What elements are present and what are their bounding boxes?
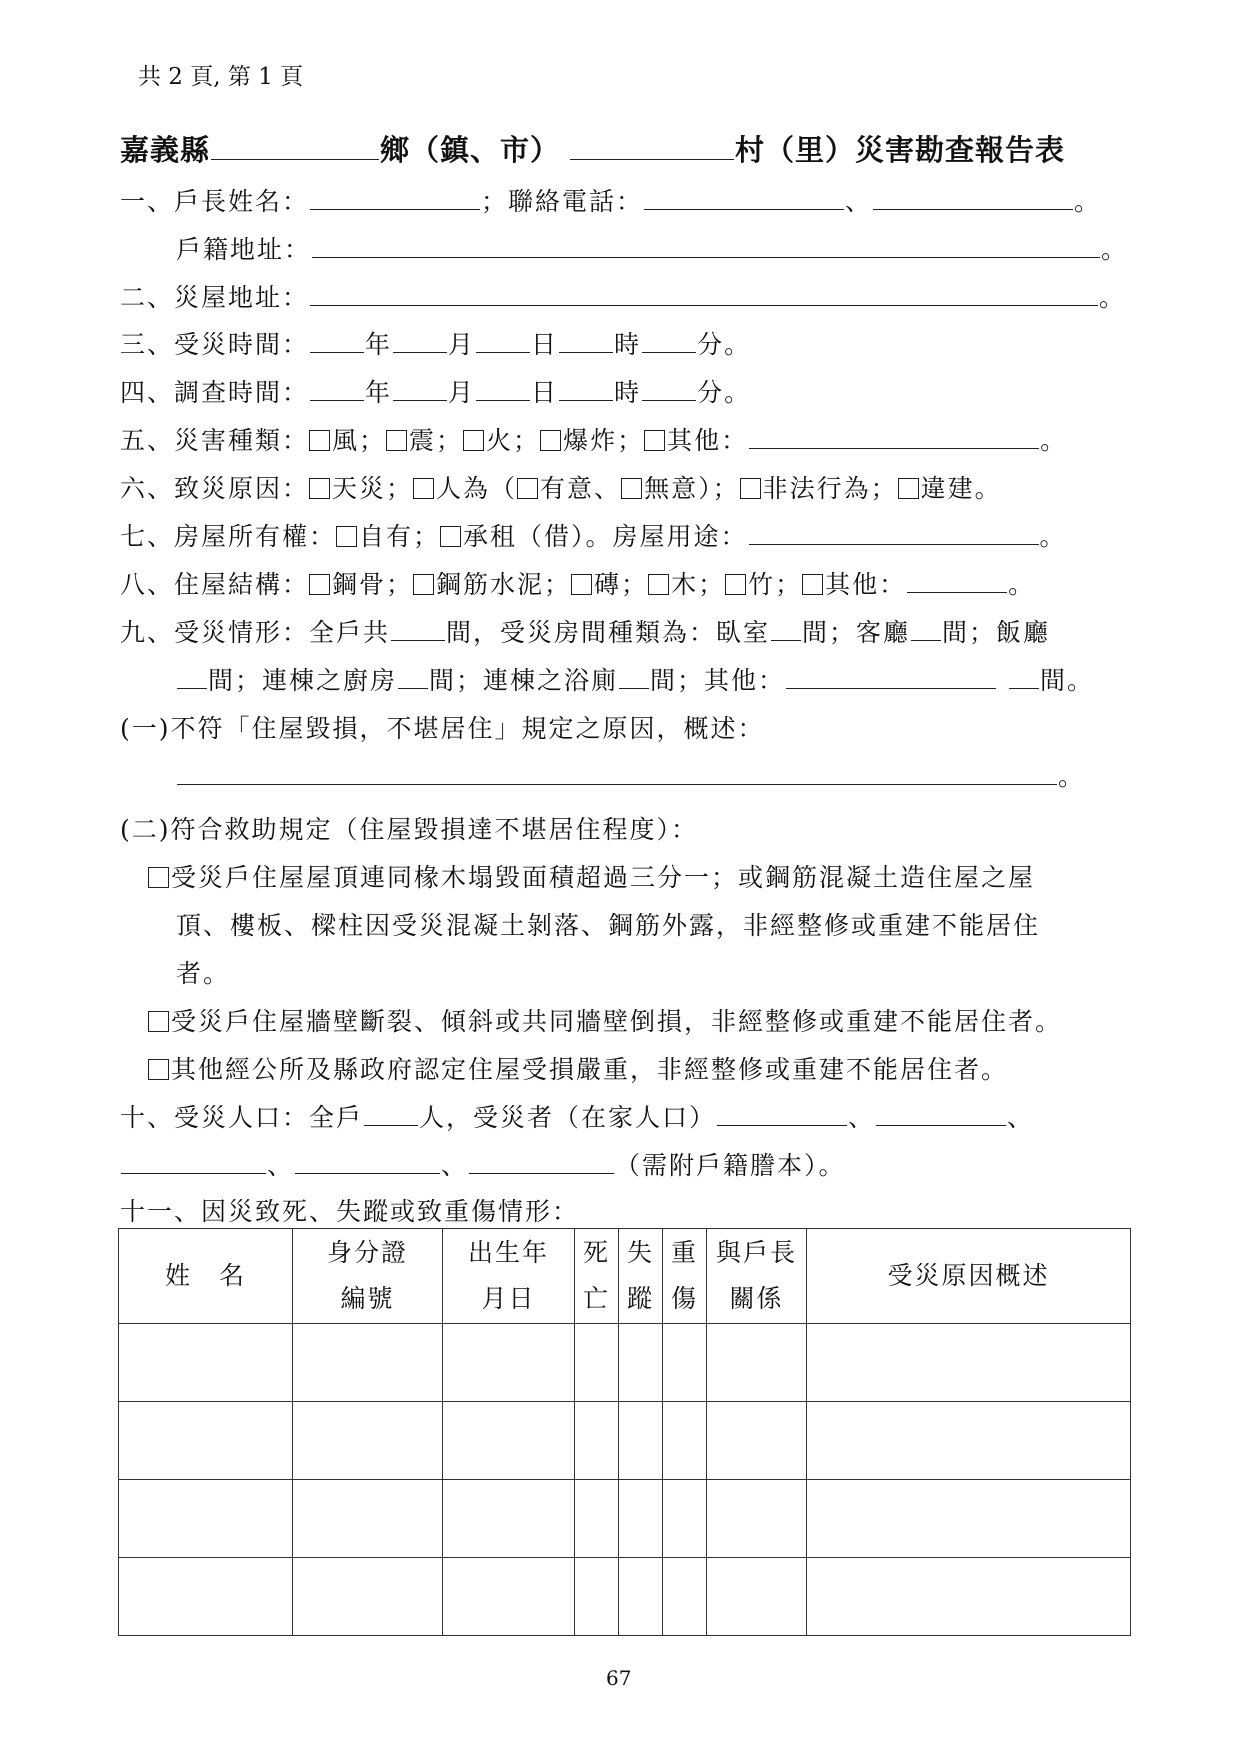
dining-count-field[interactable] <box>177 663 207 689</box>
table-cell[interactable] <box>293 1324 443 1402</box>
owned-checkbox[interactable] <box>336 526 357 547</box>
table-cell[interactable] <box>575 1480 619 1558</box>
explosion-label: 爆炸； <box>563 426 645 455</box>
table-cell[interactable] <box>663 1324 707 1402</box>
criterion1-line2: 頂、樓板、樑柱因受災混凝土剝落、鋼筋外露，非經整修或重建不能居住 <box>176 911 1041 940</box>
illegal-label: 非法行為； <box>762 474 898 503</box>
criterion2-line <box>148 1002 1062 1038</box>
table-cell[interactable] <box>619 1324 663 1402</box>
registered-address-label: 戶籍地址： <box>176 235 312 264</box>
householder-label: 一、戶長姓名： <box>120 187 310 216</box>
other-structure-field[interactable] <box>907 567 1007 593</box>
survey-minute-field[interactable] <box>642 375 696 401</box>
table-cell[interactable] <box>663 1558 707 1636</box>
table-cell[interactable] <box>663 1402 707 1480</box>
item8-line <box>120 565 1035 601</box>
quake-label: 震； <box>409 426 464 455</box>
human-label: 人為（ <box>436 474 518 503</box>
other-unit-text: 間。 <box>1040 666 1095 695</box>
victim-field-3[interactable] <box>121 1148 266 1174</box>
criterion1-checkbox[interactable] <box>148 867 169 888</box>
table-cell[interactable] <box>575 1402 619 1480</box>
village-label: 村（里）災害勘查報告表 <box>735 133 1066 167</box>
table-cell[interactable] <box>119 1480 293 1558</box>
table-cell[interactable] <box>443 1402 575 1480</box>
disaster-hour-field[interactable] <box>559 327 613 353</box>
month-unit: 月 <box>448 378 476 407</box>
steel-checkbox[interactable] <box>309 574 330 595</box>
item7-line <box>120 517 1067 553</box>
township-blank[interactable] <box>211 130 379 160</box>
period: 。 <box>1074 187 1102 216</box>
separator: 、 <box>848 1103 876 1132</box>
criterion3-checkbox[interactable] <box>148 1059 169 1080</box>
header-birthdate: 出生年 月日 <box>443 1229 575 1324</box>
table-cell[interactable] <box>119 1324 293 1402</box>
household-count-field[interactable] <box>364 1100 418 1126</box>
other-structure-label: 其他： <box>825 570 907 599</box>
total-rooms-field[interactable] <box>391 615 445 641</box>
footer-page-number: 67 <box>606 1666 632 1690</box>
item3-line <box>120 325 751 361</box>
table-cell[interactable] <box>663 1480 707 1558</box>
table-cell[interactable] <box>707 1324 807 1402</box>
separator: 、 <box>267 1151 295 1180</box>
natural-checkbox[interactable] <box>309 478 330 499</box>
header-cause-summary: 受災原因概述 <box>807 1229 1131 1324</box>
other-type-field[interactable] <box>749 423 1039 449</box>
damage-label: 九、受災情形：全戶共 <box>120 618 391 647</box>
table-cell[interactable] <box>443 1558 575 1636</box>
disaster-type-label: 五、災害種類： <box>120 426 310 455</box>
wind-checkbox[interactable] <box>309 430 330 451</box>
period: 。 <box>1101 235 1129 264</box>
item6-line <box>120 469 1002 505</box>
table-cell[interactable] <box>807 1558 1131 1636</box>
survey-year-field[interactable] <box>310 375 364 401</box>
other-type-label: 其他： <box>667 426 749 455</box>
population-label: 十、受災人口：全戶 <box>120 1103 364 1132</box>
fire-label: 火； <box>486 426 541 455</box>
human-checkbox[interactable] <box>413 478 434 499</box>
page-counter: 共 2 頁, 第 1 頁 <box>138 64 304 90</box>
disaster-day-field[interactable] <box>476 327 530 353</box>
table-cell[interactable] <box>293 1558 443 1636</box>
household-record-note: （需附戶籍謄本）。 <box>615 1151 846 1180</box>
living-text: 間；客廳 <box>802 618 911 647</box>
table-cell[interactable] <box>619 1402 663 1480</box>
casualty-table <box>118 1228 1131 1636</box>
disaster-house-address-label: 二、災屋地址： <box>120 283 310 312</box>
victim-field-4[interactable] <box>295 1148 440 1174</box>
other-structure-checkbox[interactable] <box>802 574 823 595</box>
table-cell[interactable] <box>119 1558 293 1636</box>
item1-line <box>120 182 1101 218</box>
item10-line <box>120 1098 1034 1134</box>
rooms-text: 間，受災房間種類為：臥室 <box>446 618 771 647</box>
phone-field-2[interactable] <box>873 184 1073 210</box>
table-cell[interactable] <box>707 1402 807 1480</box>
living-count-field[interactable] <box>911 615 941 641</box>
table-cell[interactable] <box>293 1402 443 1480</box>
criterion1-line1 <box>148 858 1035 894</box>
survey-hour-field[interactable] <box>559 375 613 401</box>
table-cell[interactable] <box>707 1558 807 1636</box>
table-cell[interactable] <box>807 1324 1131 1402</box>
table-cell[interactable] <box>707 1480 807 1558</box>
structure-label: 八、住屋結構： <box>120 570 310 599</box>
brick-checkbox[interactable] <box>571 574 592 595</box>
period: 。 <box>1008 570 1036 599</box>
header-injured: 重 傷 <box>663 1229 707 1324</box>
item4-line <box>120 373 751 409</box>
criterion2-text: 受災戶住屋牆壁斷裂、傾斜或共同牆壁倒損，非經整修或重建不能居住者。 <box>171 1007 1063 1036</box>
unintentional-label: 無意）； <box>644 474 740 503</box>
explosion-checkbox[interactable] <box>540 430 561 451</box>
item11-label: 十一、因災致死、失蹤或致重傷情形： <box>120 1197 580 1226</box>
table-row <box>119 1558 1131 1636</box>
victim-field-5[interactable] <box>469 1148 614 1174</box>
county-name: 嘉義縣 <box>120 133 211 167</box>
rented-checkbox[interactable] <box>440 526 461 547</box>
item5-line <box>120 421 1067 457</box>
bamboo-label: 竹； <box>748 570 803 599</box>
owned-label: 自有； <box>359 522 441 551</box>
header-name: 姓 名 <box>119 1229 293 1324</box>
item10b-line <box>120 1146 846 1182</box>
phone-label: ；聯絡電話： <box>481 187 644 216</box>
house-use-field[interactable] <box>749 519 1039 545</box>
table-cell[interactable] <box>619 1558 663 1636</box>
table-cell[interactable] <box>443 1480 575 1558</box>
other-type-checkbox[interactable] <box>644 430 665 451</box>
period: 。 <box>1039 522 1067 551</box>
period: 。 <box>1058 762 1086 791</box>
survey-month-field[interactable] <box>393 375 447 401</box>
table-row <box>119 1402 1131 1480</box>
hour-unit: 時 <box>614 378 642 407</box>
day-unit: 日 <box>531 378 559 407</box>
bedroom-count-field[interactable] <box>771 615 801 641</box>
minute-unit: 分。 <box>697 378 752 407</box>
registered-address-field[interactable] <box>312 232 1100 258</box>
month-unit: 月 <box>448 330 476 359</box>
disaster-time-label: 三、受災時間： <box>120 330 310 359</box>
form-title <box>120 128 1065 169</box>
criterion1-text: 受災戶住屋屋頂連同椽木塌毀面積超過三分一；或鋼筋混凝土造住屋之屋 <box>171 863 1036 892</box>
other-room-field[interactable] <box>786 663 996 689</box>
rented-label: 承租（借）。房屋用途： <box>463 522 748 551</box>
header-relation: 與戶長 關係 <box>707 1229 807 1324</box>
intentional-label: 有意、 <box>540 474 622 503</box>
sub1-line <box>176 757 1085 793</box>
unpermitted-label: 違建。 <box>920 474 1002 503</box>
fire-checkbox[interactable] <box>463 430 484 451</box>
item1b-line <box>176 230 1128 266</box>
period: 。 <box>1099 283 1127 312</box>
dining-text: 間；飯廳 <box>942 618 1051 647</box>
victim-field-1[interactable] <box>717 1100 847 1126</box>
kitchen-unit-text: 間；連棟之浴廁 <box>429 666 619 695</box>
header-id-number: 身分證 編號 <box>293 1229 443 1324</box>
sub1-label: (一)不符「住屋毀損，不堪居住」規定之原因，概述： <box>120 714 765 743</box>
survey-day-field[interactable] <box>476 375 530 401</box>
minute-unit: 分。 <box>697 330 752 359</box>
separator: 、 <box>1007 1103 1035 1132</box>
disaster-minute-field[interactable] <box>642 327 696 353</box>
table-cell[interactable] <box>807 1480 1131 1558</box>
cause-label: 六、致災原因： <box>120 474 310 503</box>
dining-unit-text: 間；連棟之廚房 <box>208 666 398 695</box>
table-cell[interactable] <box>443 1324 575 1402</box>
period: 。 <box>1040 426 1068 455</box>
criterion3-text: 其他經公所及縣政府認定住屋受損嚴重，非經整修或重建不能居住者。 <box>171 1055 1009 1084</box>
village-blank[interactable] <box>570 130 734 160</box>
kitchen-count-field[interactable] <box>398 663 428 689</box>
ownership-label: 七、房屋所有權： <box>120 522 337 551</box>
disaster-year-field[interactable] <box>310 327 364 353</box>
rc-label: 鋼筋水泥； <box>436 570 572 599</box>
year-unit: 年 <box>365 330 393 359</box>
brick-label: 磚； <box>594 570 649 599</box>
table-cell[interactable] <box>119 1402 293 1480</box>
table-cell[interactable] <box>619 1480 663 1558</box>
bamboo-checkbox[interactable] <box>725 574 746 595</box>
wood-label: 木； <box>671 570 726 599</box>
victim-field-2[interactable] <box>876 1100 1006 1126</box>
disaster-month-field[interactable] <box>393 327 447 353</box>
persons-text: 人，受災者（在家人口） <box>419 1103 717 1132</box>
wind-label: 風； <box>332 426 387 455</box>
criterion2-checkbox[interactable] <box>148 1011 169 1032</box>
unintentional-checkbox[interactable] <box>621 478 642 499</box>
quake-checkbox[interactable] <box>386 430 407 451</box>
bath-unit-text: 間；其他： <box>650 666 786 695</box>
year-unit: 年 <box>365 378 393 407</box>
table-cell[interactable] <box>807 1402 1131 1480</box>
separator: 、 <box>441 1151 469 1180</box>
phone-field-1[interactable] <box>644 184 844 210</box>
township-label: 鄉（鎮、市） <box>380 133 561 167</box>
criterion1-line3: 者。 <box>176 959 231 988</box>
wood-checkbox[interactable] <box>648 574 669 595</box>
unpermitted-checkbox[interactable] <box>898 478 919 499</box>
steel-label: 鋼骨； <box>332 570 414 599</box>
table-cell[interactable] <box>293 1480 443 1558</box>
item2-line <box>120 278 1126 314</box>
table-cell[interactable] <box>575 1324 619 1402</box>
table-header-row <box>119 1229 1131 1324</box>
householder-name-field[interactable] <box>310 184 480 210</box>
survey-time-label: 四、調查時間： <box>120 378 310 407</box>
item9-line <box>120 613 1050 649</box>
table-row <box>119 1324 1131 1402</box>
disaster-house-address-field[interactable] <box>310 280 1098 306</box>
item9b-line <box>176 661 1094 697</box>
table-row <box>119 1480 1131 1558</box>
table-cell[interactable] <box>575 1558 619 1636</box>
header-missing: 失 蹤 <box>619 1229 663 1324</box>
sub2-label: (二)符合救助規定（住屋毀損達不堪居住程度）： <box>120 815 699 844</box>
bath-count-field[interactable] <box>619 663 649 689</box>
rc-checkbox[interactable] <box>413 574 434 595</box>
intentional-checkbox[interactable] <box>517 478 538 499</box>
criterion3-line <box>148 1050 1008 1086</box>
illegal-checkbox[interactable] <box>740 478 761 499</box>
header-dead: 死 亡 <box>575 1229 619 1324</box>
phone-separator: 、 <box>845 187 873 216</box>
non-qualifying-reason-field[interactable] <box>177 759 1057 785</box>
natural-label: 天災； <box>332 474 414 503</box>
hour-unit: 時 <box>614 330 642 359</box>
other-room-count-field[interactable] <box>1009 663 1039 689</box>
day-unit: 日 <box>531 330 559 359</box>
